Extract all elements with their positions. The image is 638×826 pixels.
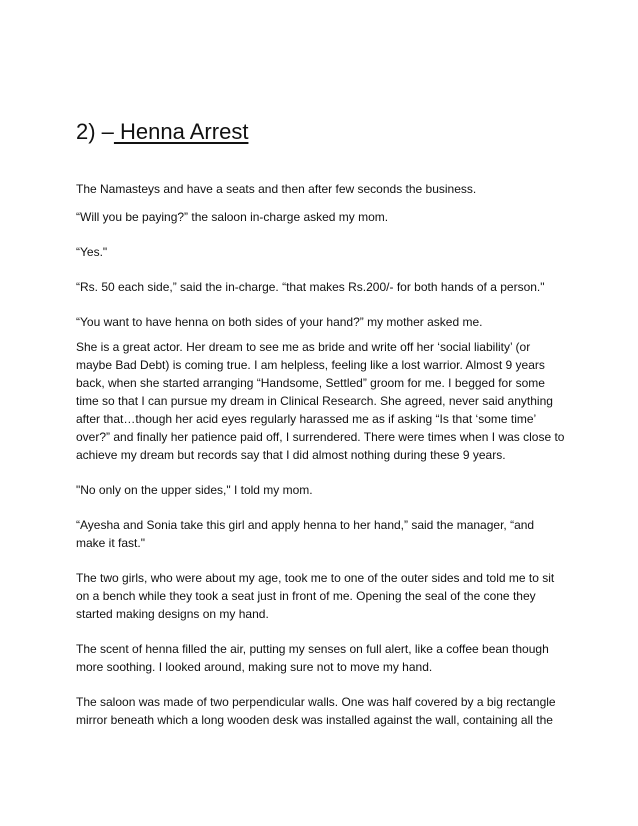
chapter-body — [76, 180, 566, 729]
chapter-title: Henna Arrest — [113, 119, 249, 144]
paragraph: “Rs. 50 each side,” said the in-charge. “that makes Rs.200/- for both hands of a person." — [76, 280, 545, 294]
paragraph: “Will you be paying?” the saloon in-charge asked my mom. — [76, 210, 389, 224]
paragraph: The saloon was made of two perpendicular walls. One was half covered by a big rectangle mirror beneath which a long wooden desk was installed against the wall, containing all the — [76, 695, 556, 727]
paragraph: “Yes." — [76, 245, 108, 259]
paragraph: The Namasteys and have a seats and then after few seconds the business. — [76, 182, 477, 196]
paragraph: The scent of henna filled the air, putting my senses on full alert, like a coffee bean though more soothing. I looked around, making sure not to move my hand. — [76, 642, 549, 674]
paragraph: She is a great actor. Her dream to see me as bride and write off her ‘social liability’ (or maybe Bad Debt) is coming true. I am helpless, feeling like a lost warrior. Almost 9 years back, when she started arranging “Handsome, Settled” groom for me. I begged for some time so that I can pursue my dream in Clinical Research. She agreed, never said anything after that…though her acid eyes regularly harassed me as if asking “Is that ‘some time’ over?” and finally her patience paid off, I surrendered. There were times when I was close to achieve my dream but records say that I did almost nothing during these 9 years. — [76, 340, 565, 462]
paragraph: "No only on the upper sides," I told my mom. — [76, 483, 313, 497]
paragraph: The two girls, who were about my age, took me to one of the outer sides and told me to sit on a bench while they took a seat just in front of me. Opening the seal of the cone they started making designs on my hand. — [76, 571, 555, 621]
chapter-number: 2) – — [76, 119, 114, 144]
paragraph: “Ayesha and Sonia take this girl and apply henna to her hand,” said the manager, “and make it fast." — [76, 518, 535, 550]
chapter-heading — [76, 117, 248, 147]
paragraph: “You want to have henna on both sides of your hand?” my mother asked me. — [76, 315, 483, 329]
